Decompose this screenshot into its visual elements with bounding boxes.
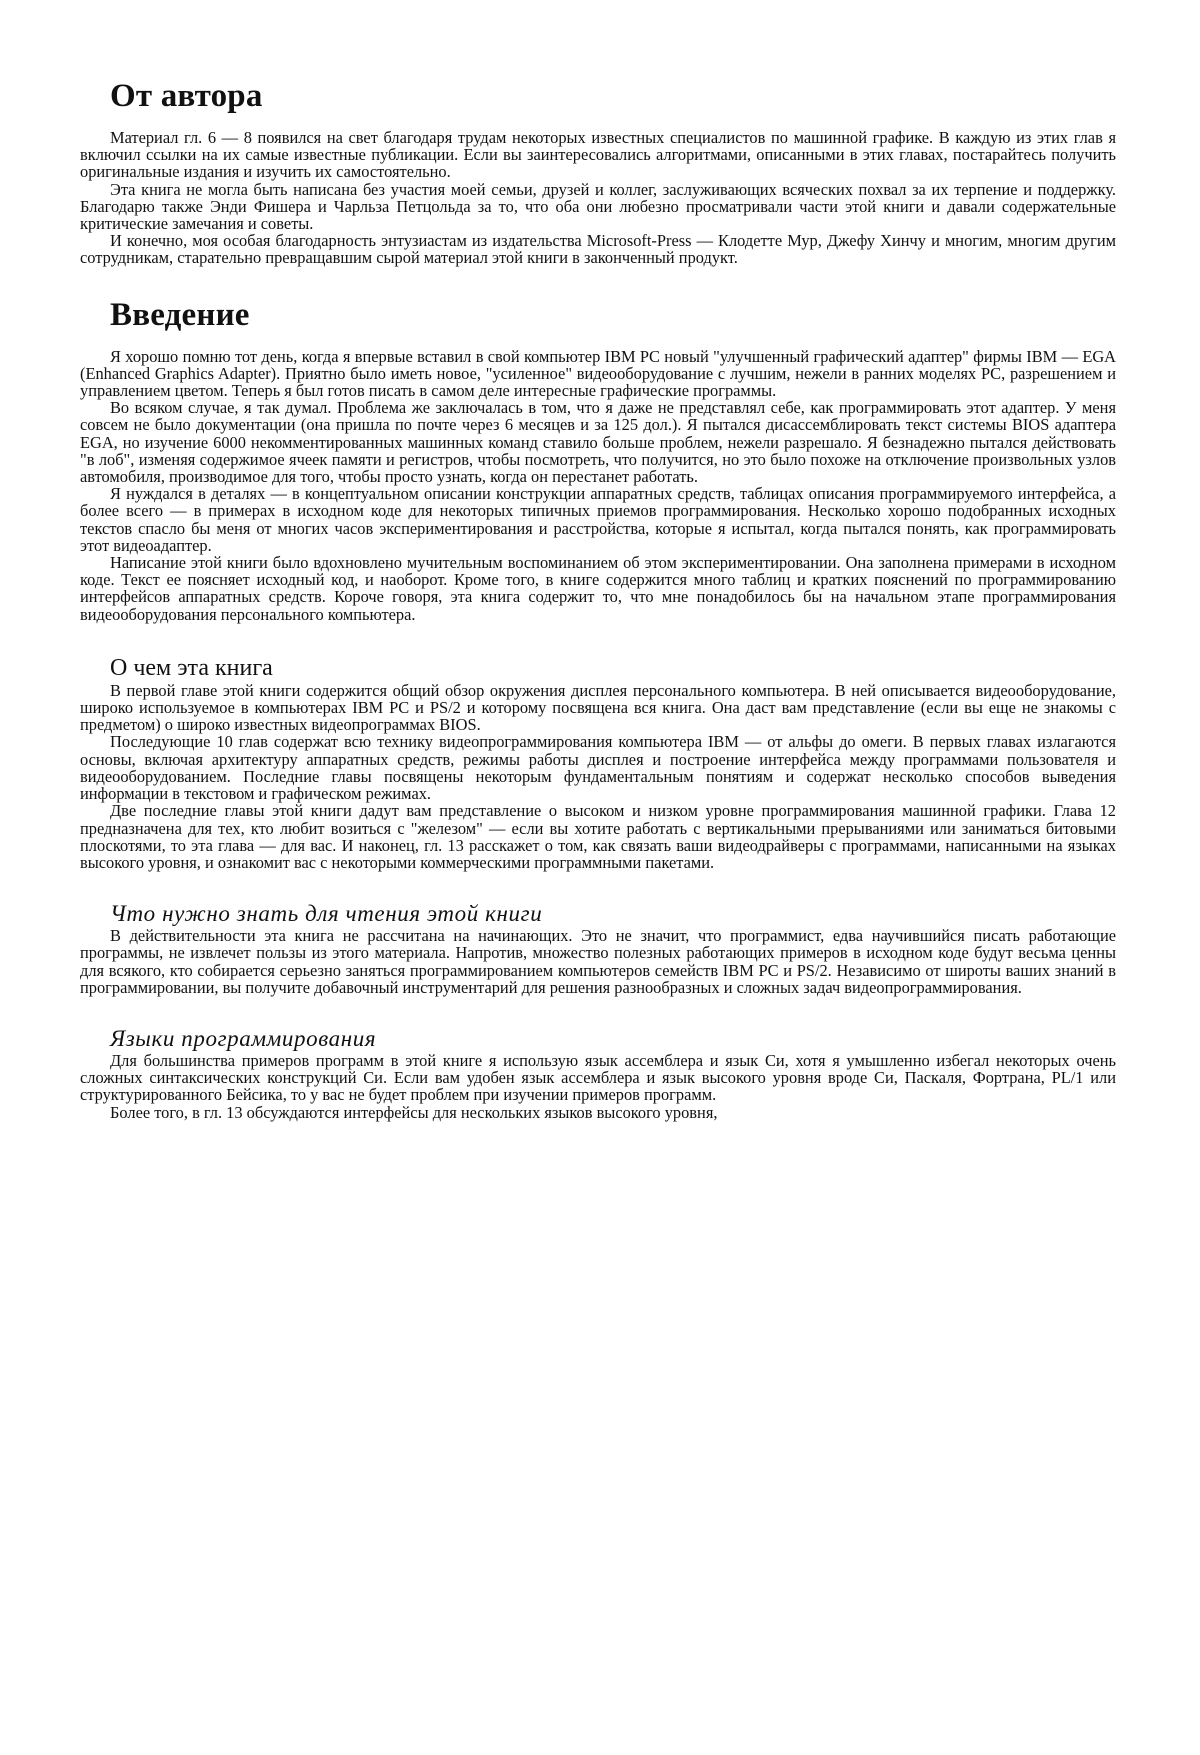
section-body-prerequisites	[80, 927, 1116, 996]
section-title-prerequisites: Что нужно знать для чтения этой книги	[110, 901, 543, 927]
paragraph: Две последние главы этой книги дадут вам представление о высоком и низком уровне программирования машинной графики. Глава 12 предназначена для тех, кто любит возиться с "железом" — если вы хотите работать с вертикальными прерываниями или заниматься битовыми плоскотями, то эта глава — для вас. И наконец, гл. 13 расскажет о том, как связать ваши видеодрайверы с программами, написанными на языках высокого уровня, и ознакомит вас с некоторыми коммерческими программными пакетами.	[80, 801, 1116, 872]
section-body-about-book	[80, 682, 1116, 871]
paragraph: Я хорошо помню тот день, когда я впервые вставил в свой компьютер IBM PC новый "улучшенный графический адаптер" фирмы IBM — EGA (Enhanced Graphics Adapter). Приятно было иметь новое, "усиленное" видеооборудование с лучшим, нежели в ранних моделях PC, разрешением и управлением цветом. Теперь я был готов писать в самом деле интересные графические программы.	[80, 346, 1117, 401]
paragraph: Материал гл. 6 — 8 появился на свет благодаря трудам некоторых известных специалистов по машинной графике. В каждую из этих глав я включил ссылки на их самые известные публикации. Если вы заинтересовались алгоритмами, описанными в этих главах, постарайтесь получить оригинальные издания и изучить их самостоятельно.	[80, 128, 1116, 182]
paragraph: Я нуждался в деталях — в концептуальном описании конструкции аппаратных средств, таблицах описания программируемого интерфейса, а более всего — в примерах в исходном коде для некоторых типичных приемов программирования. Несколько хорошо подобранных исходных текстов спасло бы меня от многих часов экспериментирования и расстройства, которые я испытал, когда пытался понять, как программировать этот видеоадаптер.	[80, 484, 1116, 555]
paragraph: И конечно, моя особая благодарность энтузиастам из издательства Microsoft-Press — Клодетте Мур, Джефу Хинчу и многим, многим другим сотрудникам, старательно превращавшим сырой материал этой книги в законченный продукт.	[80, 231, 1116, 268]
paragraph: Последующие 10 глав содержат всю технику видеопрограммирования компьютера IBM — от альфы до омеги. В первых главах излагаются основы, включая архитектуру аппаратных средств, режимы работы дисплея и построение интерфейса между программами пользователя и видеооборудованием. Последние главы посвящены некоторым фундаментальным понятиям и содержат несколько способов выведения информации в текстовом и графическом режимах.	[80, 732, 1116, 804]
section-title-languages: Языки программирования	[110, 1025, 377, 1051]
paragraph: Написание этой книги было вдохновлено мучительным воспоминанием об этом экспериментировании. Она заполнена примерами в исходном коде. Текст ее поясняет исходный код, и наоборот. Кроме того, в книге содержится много таблиц и кратких пояснений по программированию интерфейсов аппаратных средств. Короче говоря, эта книга содержит то, что мне понадобилось бы на начальном этапе программирования видеооборудования персонального компьютера.	[80, 553, 1116, 624]
paragraph: В первой главе этой книги содержится общий обзор окружения дисплея персонального компьютера. В ней описывается видеооборудование, широко используемое в компьютерах IBM PC и PS/2 и которому посвящена вся книга. Она даст вам представление (если вы еще не знакомы с предметом) о широко известных видеопрограммах BIOS.	[80, 680, 1116, 735]
paragraph: Эта книга не могла быть написана без участия моей семьи, друзей и коллег, заслуживающих всяческих похвал за их терпение и поддержку. Благодарю также Энди Фишера и Чарльза Петцольда за то, что оба они любезно просматривали части этой книги и давали содержательные критические замечания и советы.	[80, 179, 1116, 234]
paragraph: Во всяком случае, я так думал. Проблема же заключалась в том, что я даже не представлял себе, как программировать этот адаптер. У меня совсем не было документации (она пришла по почте через 6 месяцев и за 125 дол.). Я пытался дисассемблировать текст системы BIOS адаптера EGA, но изучение 6000 некомментированных машинных команд ставило больше проблем, нежели разрешало. Я безнадежно пытался действовать "в лоб", изменяя содержимое ячеек памяти и регистров, чтобы посмотреть, что получится, но это было похоже на отключение произвольных узлов автомобиля, производимое для того, чтобы просто узнать, когда он перестанет работать.	[80, 398, 1116, 487]
section-body-introduction	[80, 348, 1116, 623]
section-title-author: От автора	[110, 78, 263, 114]
paragraph: В действительности эта книга не рассчитана на начинающих. Это не значит, что программист, едва научившийся писать работающие программы, не извлечет пользы из этого материала. Напротив, множество полезных работающих примеров в исходном коде будут весьма ценны для всякого, кто собирается серьезно заняться программированием компьютеров семейств IBM PC и PS/2. Независимо от широты ваших знаний в программировании, вы получите добавочный инструментарий для решения разнообразных и сложных задач видеопрограммирования.	[80, 926, 1116, 997]
section-body-languages	[80, 1052, 1116, 1121]
section-body-author	[80, 129, 1116, 267]
section-title-about-book: О чем эта книга	[110, 654, 273, 681]
paragraph: Для большинства примеров программ в этой книге я использую язык ассемблера и язык Си, хотя я умышленно избегал некоторых очень сложных синтаксических конструкций Си. Если вам удобен язык ассемблера и язык высокого уровня вроде Си, Паскаля, Фортрана, PL/1 или структурированного Бейсика, то у вас не будет проблем при изучении примеров программ.	[80, 1050, 1116, 1105]
paragraph: Более того, в гл. 13 обсуждаются интерфейсы для нескольких языков высокого уровня,	[110, 1102, 718, 1122]
section-title-introduction: Введение	[110, 296, 250, 333]
